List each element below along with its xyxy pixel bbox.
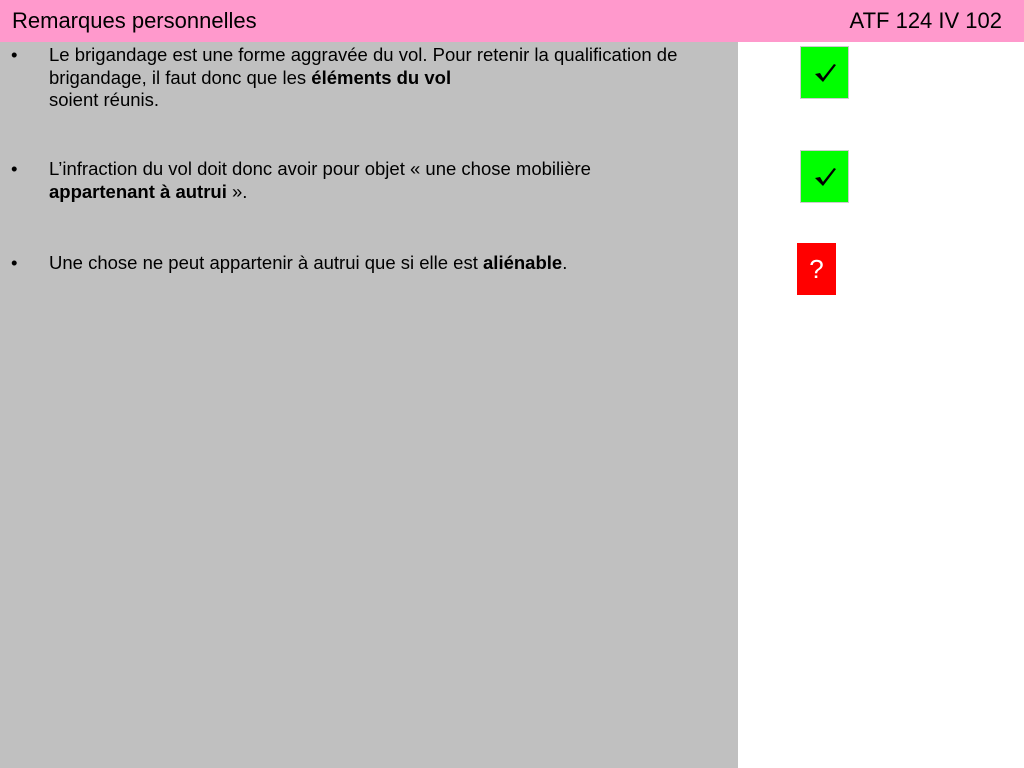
bullet-text-part: soient réunis. bbox=[49, 89, 160, 110]
bullet-marker: • bbox=[11, 44, 18, 65]
bullet-text-part: . bbox=[562, 252, 568, 273]
header-bar bbox=[0, 0, 1024, 42]
bullet-emphasis: aliénable bbox=[483, 252, 563, 273]
bullet-text bbox=[49, 252, 729, 275]
checkmark-icon bbox=[813, 166, 837, 188]
bullet-text bbox=[49, 44, 729, 112]
bullet-marker: • bbox=[11, 252, 18, 273]
bullet-text-part: Une chose ne peut appartenir à autrui que si elle est bbox=[49, 252, 484, 273]
bullet-text bbox=[49, 158, 729, 203]
bullet-emphasis: appartenant à autrui bbox=[49, 180, 227, 202]
checkmark-icon bbox=[813, 62, 837, 84]
bullet-text-part: ». bbox=[226, 180, 248, 202]
case-reference: ATF 124 IV 102 bbox=[849, 8, 1002, 33]
question-mark-icon: ? bbox=[809, 253, 824, 284]
bullet-marker: • bbox=[11, 158, 18, 179]
notes-panel bbox=[0, 42, 738, 768]
bullet-text-part: Le brigandage est une forme aggravée du vol. Pour retenir la qualification de brigandage, il faut donc que les bbox=[49, 44, 678, 88]
checkmark-badge bbox=[800, 150, 849, 203]
bullet-text-part: L’infraction du vol doit donc avoir pour objet « une chose mobilière bbox=[49, 158, 591, 179]
question-badge bbox=[797, 243, 836, 295]
bullet-emphasis: éléments du vol bbox=[311, 66, 452, 88]
checkmark-badge bbox=[800, 46, 849, 99]
slide-title: Remarques personnelles bbox=[12, 8, 257, 33]
